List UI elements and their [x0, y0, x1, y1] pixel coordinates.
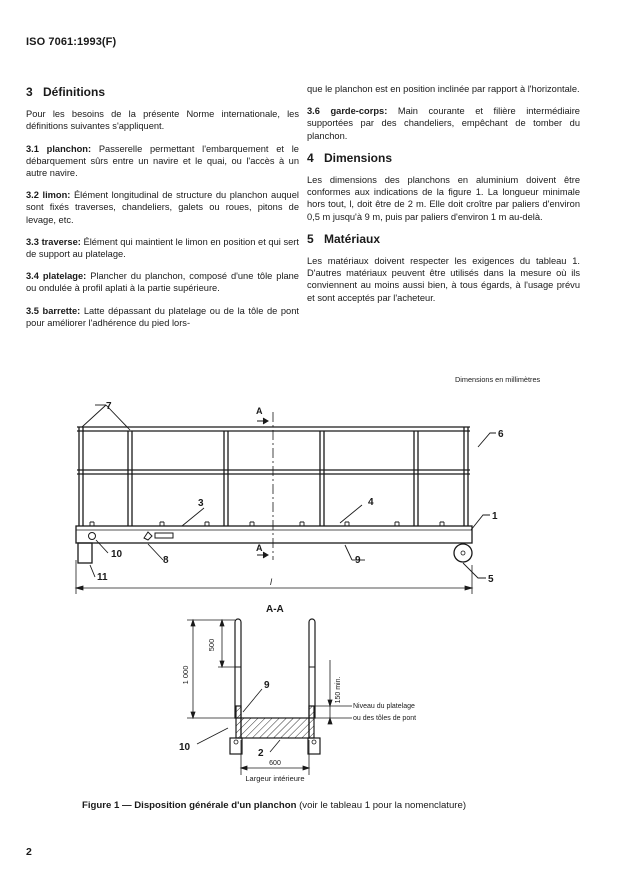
cross-section-a-a [230, 619, 320, 754]
deck-level-label-2: ou des tôles de pont [353, 715, 417, 722]
definition-3-5-continuation: que le planchon est en position inclinée par rapport à l'horizontale. [307, 84, 580, 94]
definition-3-6: 3.6 garde-corps: Main courante et filière intermédiaire supportées par des chandeliers, empêchant de tomber du planchon. [307, 106, 580, 141]
section-4-text: Les dimensions des planchons en aluminium doivent être conformes aux indications de la figure 1. La longueur minimale hors tout, l, doit être de 2 m. Elle doit croître par paliers d'environ 0,5 m jusqu'à 9 m, puis par paliers d'environ 1 m au-delà. [307, 175, 580, 222]
inner-width-label: Largeur intérieure [245, 774, 305, 783]
figure-caption: Figure 1 — Disposition générale d'un planchon (voir le tableau 1 pour la nomenclature) [82, 800, 467, 811]
section-5-heading: 5 Matériaux [307, 231, 381, 246]
dim-500: 500 [207, 638, 216, 652]
section-5-text: Les matériaux doivent respecter les exigences du tableau 1. D'autres matériaux peuvent être utilisés dans la mesure où ils conviennent au moins aussi bien, à tous égards, à l'usage prévu et sont acceptés par l'acheteur. [307, 256, 580, 303]
length-dimension [76, 560, 472, 594]
label-11: 11 [97, 572, 108, 583]
label-5: 5 [488, 574, 494, 585]
definition-3-2: 3.2 limon: Élément longitudinal de structure du planchon auquel sont fixés traverses, chandeliers, galets ou roues, pitons de levage, etc. [26, 190, 299, 225]
dimensions-note: Dimensions en millimètres [455, 375, 541, 384]
label-9: 9 [355, 555, 361, 566]
label-4: 4 [368, 497, 374, 508]
dim-600: 600 [269, 760, 281, 767]
definition-3-3: 3.3 traverse: Élément qui maintient le limon en position et qui sert de support au platelage. [26, 236, 299, 260]
section-mark-top: A [256, 406, 263, 416]
label-1: 1 [492, 511, 498, 522]
section-3-heading: 3 Définitions [26, 85, 105, 99]
label-7: 7 [106, 401, 112, 412]
section-4-heading: 4 Dimensions [307, 150, 393, 165]
label-6: 6 [498, 429, 504, 440]
definition-3-1: 3.1 planchon: Passerelle permettant l'embarquement et le débarquement sûrs entre un navire et le quai, ou l'accès à un autre navire. [26, 143, 299, 179]
section-3-intro: Pour les besoins de la présente Norme internationale, les définitions suivantes s'appliquent. [26, 109, 299, 132]
section-label-9: 9 [264, 680, 270, 691]
gangway-side-view [76, 427, 472, 563]
document-header: ISO 7061:1993(F) [26, 36, 117, 48]
length-label: l [270, 577, 272, 587]
dim-1000: 1 000 [181, 665, 190, 685]
page-number: 2 [26, 846, 32, 858]
section-title: A-A [266, 604, 284, 615]
section-label-10: 10 [179, 742, 191, 753]
section-label-2: 2 [258, 748, 264, 759]
definition-3-5: 3.5 barrette: Latte dépassant du platelage ou de la tôle de pont pour améliorer l'adhérence du pied lors- [26, 305, 299, 328]
dim-150-min: 150 min. [335, 676, 342, 704]
deck-level-label-1: Niveau du platelage [353, 703, 415, 710]
definition-3-4: 3.4 platelage: Plancher du planchon, composé d'une tôle plane ou ondulée à profil aplati à la partie supérieure. [26, 271, 299, 294]
label-3: 3 [198, 498, 204, 509]
section-mark-bottom: A [256, 543, 263, 553]
label-10: 10 [111, 549, 123, 560]
stanchions [79, 427, 468, 526]
label-8: 8 [163, 555, 169, 566]
